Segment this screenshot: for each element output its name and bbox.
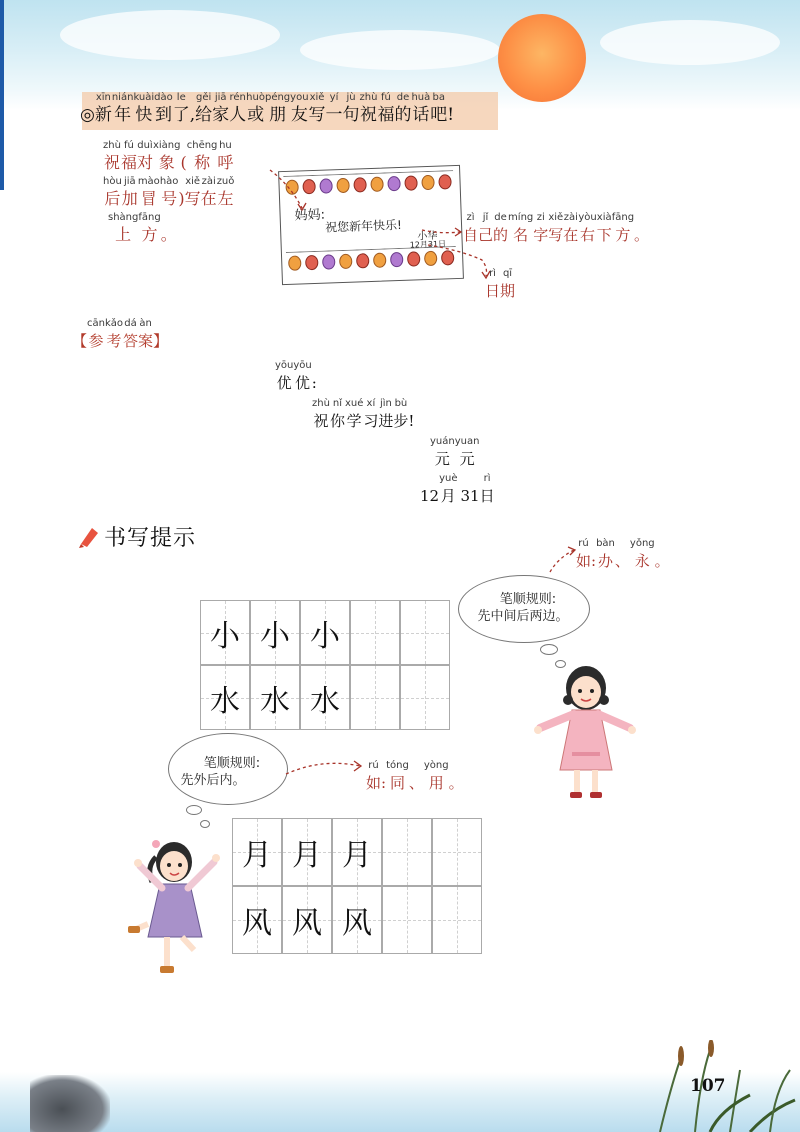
grid-cell bbox=[350, 600, 400, 665]
ruby-char: ) bbox=[178, 189, 185, 208]
ruby-char: you 友 bbox=[290, 92, 309, 125]
ruby-char: yòu 右 bbox=[578, 212, 597, 244]
rock-illustration bbox=[30, 1075, 110, 1132]
note-left-line3 bbox=[108, 212, 177, 246]
ruby-char: xīn 新 bbox=[94, 92, 112, 125]
ruby-char: dào 到 bbox=[154, 92, 173, 125]
page-number: 107 bbox=[690, 1076, 726, 1096]
ruby-char: : bbox=[381, 774, 387, 792]
grid-char: 风 bbox=[342, 906, 372, 941]
ruby-char: de 的 bbox=[394, 92, 412, 125]
ruby-char: zi 字 bbox=[533, 212, 549, 244]
grid-cell bbox=[432, 818, 482, 886]
ruby-char: qī 期 bbox=[500, 268, 516, 300]
ruby-char: rú 如 bbox=[576, 538, 592, 570]
ruby-char: zài 在 bbox=[563, 212, 579, 244]
ruby-char: xué 学 bbox=[344, 398, 364, 430]
ruby-char: míng 名 bbox=[508, 212, 534, 244]
grid-cell bbox=[300, 600, 350, 665]
ruby-char: jìn 进 bbox=[378, 398, 394, 430]
ruby-char: : bbox=[591, 552, 597, 570]
exercise-title bbox=[80, 92, 454, 126]
dashed-arrow bbox=[282, 752, 366, 782]
grid-cell bbox=[432, 886, 482, 954]
rule2-text: 先外后内。 bbox=[180, 773, 246, 788]
ruby-char: rén 人 bbox=[229, 92, 247, 125]
ruby-char: yǒng 永 bbox=[629, 538, 655, 570]
ruby-char: bù 步 bbox=[393, 398, 409, 430]
grid-cell bbox=[250, 665, 300, 730]
ruby-char: yí 一 bbox=[325, 92, 343, 125]
rule1-label: 笔顺规则: bbox=[499, 592, 557, 607]
sun-illustration bbox=[498, 14, 586, 102]
ruby-char: yōu 优 bbox=[293, 360, 312, 392]
grid-cell bbox=[200, 600, 250, 665]
grid-char bbox=[401, 666, 449, 729]
grid-cell bbox=[332, 886, 382, 954]
ruby-char: zhù 祝 bbox=[312, 398, 330, 430]
ruby-char: yuan 元 bbox=[454, 436, 480, 468]
example-2 bbox=[366, 760, 464, 794]
ruby-char: fāng 方 bbox=[138, 212, 161, 244]
grid-cell bbox=[232, 886, 282, 954]
grid-char: 水 bbox=[210, 683, 240, 719]
bubble-dot bbox=[200, 820, 210, 828]
ruby-char: 。 bbox=[160, 225, 177, 244]
grid-char bbox=[351, 666, 399, 729]
rule1-text: 先中间后两边。 bbox=[477, 609, 569, 624]
ruby-char: fú 福 bbox=[120, 140, 137, 172]
ruby-char: zhù 祝 bbox=[103, 140, 121, 172]
ruby-char: mào 冒 bbox=[137, 176, 160, 208]
answer-date: 12 yuè 月 31 rì 日 bbox=[420, 473, 495, 505]
grid-char: 小 bbox=[260, 618, 290, 654]
ruby-char: de 的 bbox=[493, 212, 509, 244]
ruby-char: huò 或 bbox=[246, 92, 265, 125]
grid-char bbox=[401, 601, 449, 664]
ruby-char: zhù 祝 bbox=[359, 92, 378, 125]
ruby-char: jù 句 bbox=[342, 92, 360, 125]
ruby-char: xiě 写 bbox=[308, 92, 326, 125]
ruby-char: fāng 方 bbox=[611, 212, 635, 244]
writing-grid-1 bbox=[200, 600, 452, 730]
grid-cell bbox=[300, 665, 350, 730]
grid-cell bbox=[250, 600, 300, 665]
ruby-char: péng 朋 bbox=[264, 92, 291, 125]
answer-date-month-num: 12 bbox=[420, 487, 440, 505]
ruby-char: le 了 bbox=[172, 92, 190, 125]
grid-cell bbox=[400, 665, 450, 730]
ruby-char: bàn 办 bbox=[596, 538, 615, 570]
grid-char: 小 bbox=[210, 618, 240, 654]
girl-illustration-right bbox=[530, 660, 640, 808]
card-signature: 小华 bbox=[417, 230, 438, 243]
example-1 bbox=[576, 538, 670, 572]
answer-salutation bbox=[275, 360, 317, 394]
ruby-char: , bbox=[189, 105, 196, 125]
page-edge-bar bbox=[0, 0, 4, 190]
note-left-line1 bbox=[103, 140, 233, 174]
writing-grid-2 bbox=[232, 818, 486, 954]
grid-char: 月 bbox=[342, 838, 372, 873]
grid-char: 月 bbox=[242, 838, 272, 873]
ruby-char: 、 bbox=[408, 774, 424, 792]
bubble-dot bbox=[186, 805, 202, 815]
ruby-char: 。 bbox=[654, 552, 670, 570]
ruby-char: hào 号 bbox=[159, 176, 179, 208]
rule2-label: 笔顺规则: bbox=[203, 756, 261, 771]
grid-char: 风 bbox=[242, 906, 272, 941]
grid-char bbox=[433, 819, 481, 885]
grid-char bbox=[383, 887, 431, 953]
ruby-char: ! bbox=[408, 412, 415, 430]
card-salutation: 妈妈: bbox=[294, 207, 326, 224]
section-title: 书写提示 bbox=[104, 526, 197, 551]
ruby-char: tóng 同 bbox=[386, 760, 409, 792]
ruby-char: 、 bbox=[614, 552, 630, 570]
cloud bbox=[300, 30, 500, 70]
answer-message bbox=[312, 398, 414, 432]
grid-cell bbox=[332, 818, 382, 886]
grid-cell bbox=[400, 600, 450, 665]
grid-cell bbox=[382, 886, 432, 954]
ruby-char: yōu 优 bbox=[275, 360, 294, 392]
cloud bbox=[60, 10, 280, 60]
ruby-char: rú 如 bbox=[366, 760, 382, 792]
ruby-char: hòu 后 bbox=[103, 176, 122, 208]
grid-cell bbox=[382, 818, 432, 886]
ruby-char: xiě 写 bbox=[548, 212, 564, 244]
ruby-char: kuài 快 bbox=[133, 92, 155, 125]
grid-char: 小 bbox=[310, 618, 340, 654]
ruby-char: zài 在 bbox=[200, 176, 217, 208]
ruby-char: zì 自 bbox=[463, 212, 479, 244]
grid-char: 水 bbox=[260, 683, 290, 719]
ruby-char: xí 习 bbox=[363, 398, 379, 430]
ruby-char: nián 年 bbox=[111, 92, 134, 125]
ruby-char: ( bbox=[180, 153, 187, 172]
ruby-char: xiě 写 bbox=[184, 176, 201, 208]
ruby-char: nǐ 你 bbox=[329, 398, 345, 430]
grid-char bbox=[351, 601, 399, 664]
ruby-char: kǎo 考 bbox=[104, 318, 124, 350]
ruby-char: duì 对 bbox=[136, 140, 153, 172]
ruby-char: jiā 加 bbox=[121, 176, 138, 208]
ruby-char: huà 话 bbox=[411, 92, 431, 125]
grid-char: 水 bbox=[310, 683, 340, 719]
ruby-char: yòng 用 bbox=[423, 760, 449, 792]
bubble-dot bbox=[540, 644, 558, 655]
ruby-char: àn 案 bbox=[138, 318, 154, 350]
ruby-char: xiàng 象 bbox=[152, 140, 181, 172]
ruby-char: xià 下 bbox=[596, 212, 612, 244]
ruby-char: shàng 上 bbox=[108, 212, 139, 244]
cloud bbox=[600, 20, 780, 65]
grid-char: 风 bbox=[292, 906, 322, 941]
grid-cell bbox=[232, 818, 282, 886]
answer-label: 【 cān 参 kǎo 考 dá 答 àn 案 】 bbox=[72, 318, 169, 350]
ruby-char: ! bbox=[447, 105, 455, 125]
ruby-char: 。 bbox=[448, 774, 464, 792]
ruby-char: jiā 家 bbox=[212, 92, 230, 125]
ruby-char: cān 参 bbox=[87, 318, 105, 350]
note-right bbox=[463, 212, 649, 246]
ruby-char: gěi 给 bbox=[195, 92, 213, 125]
dashed-arrow bbox=[540, 540, 580, 580]
grid-char bbox=[433, 887, 481, 953]
ruby-char: dá 答 bbox=[123, 318, 139, 350]
ruby-char: fú 福 bbox=[377, 92, 395, 125]
ruby-char: hu 呼 bbox=[217, 140, 234, 172]
note-date bbox=[485, 268, 515, 302]
grid-char bbox=[383, 819, 431, 885]
answer-date-day-num: 31 bbox=[460, 487, 480, 505]
grid-cell bbox=[350, 665, 400, 730]
title-marker: ◎ bbox=[80, 105, 95, 125]
ruby-char: rì 日 bbox=[485, 268, 501, 300]
ruby-char: yuán 元 bbox=[430, 436, 455, 468]
ruby-char: chēng 称 bbox=[186, 140, 218, 172]
ruby-char: ba 吧 bbox=[430, 92, 448, 125]
answer-signature bbox=[430, 436, 479, 470]
ruby-char: zuǒ 左 bbox=[216, 176, 235, 208]
card-date: 12月31日 bbox=[409, 239, 447, 250]
girl-illustration-left bbox=[126, 832, 226, 982]
grid-cell bbox=[282, 818, 332, 886]
note-left-line2 bbox=[103, 176, 234, 210]
ruby-char: : bbox=[311, 374, 317, 392]
ruby-char: 。 bbox=[634, 226, 650, 244]
grid-char: 月 bbox=[292, 838, 322, 873]
pencil-icon bbox=[78, 524, 100, 548]
grid-cell bbox=[282, 886, 332, 954]
card-message: 祝您新年快乐! bbox=[324, 217, 403, 235]
grid-cell bbox=[200, 665, 250, 730]
ruby-char: jǐ 己 bbox=[478, 212, 494, 244]
